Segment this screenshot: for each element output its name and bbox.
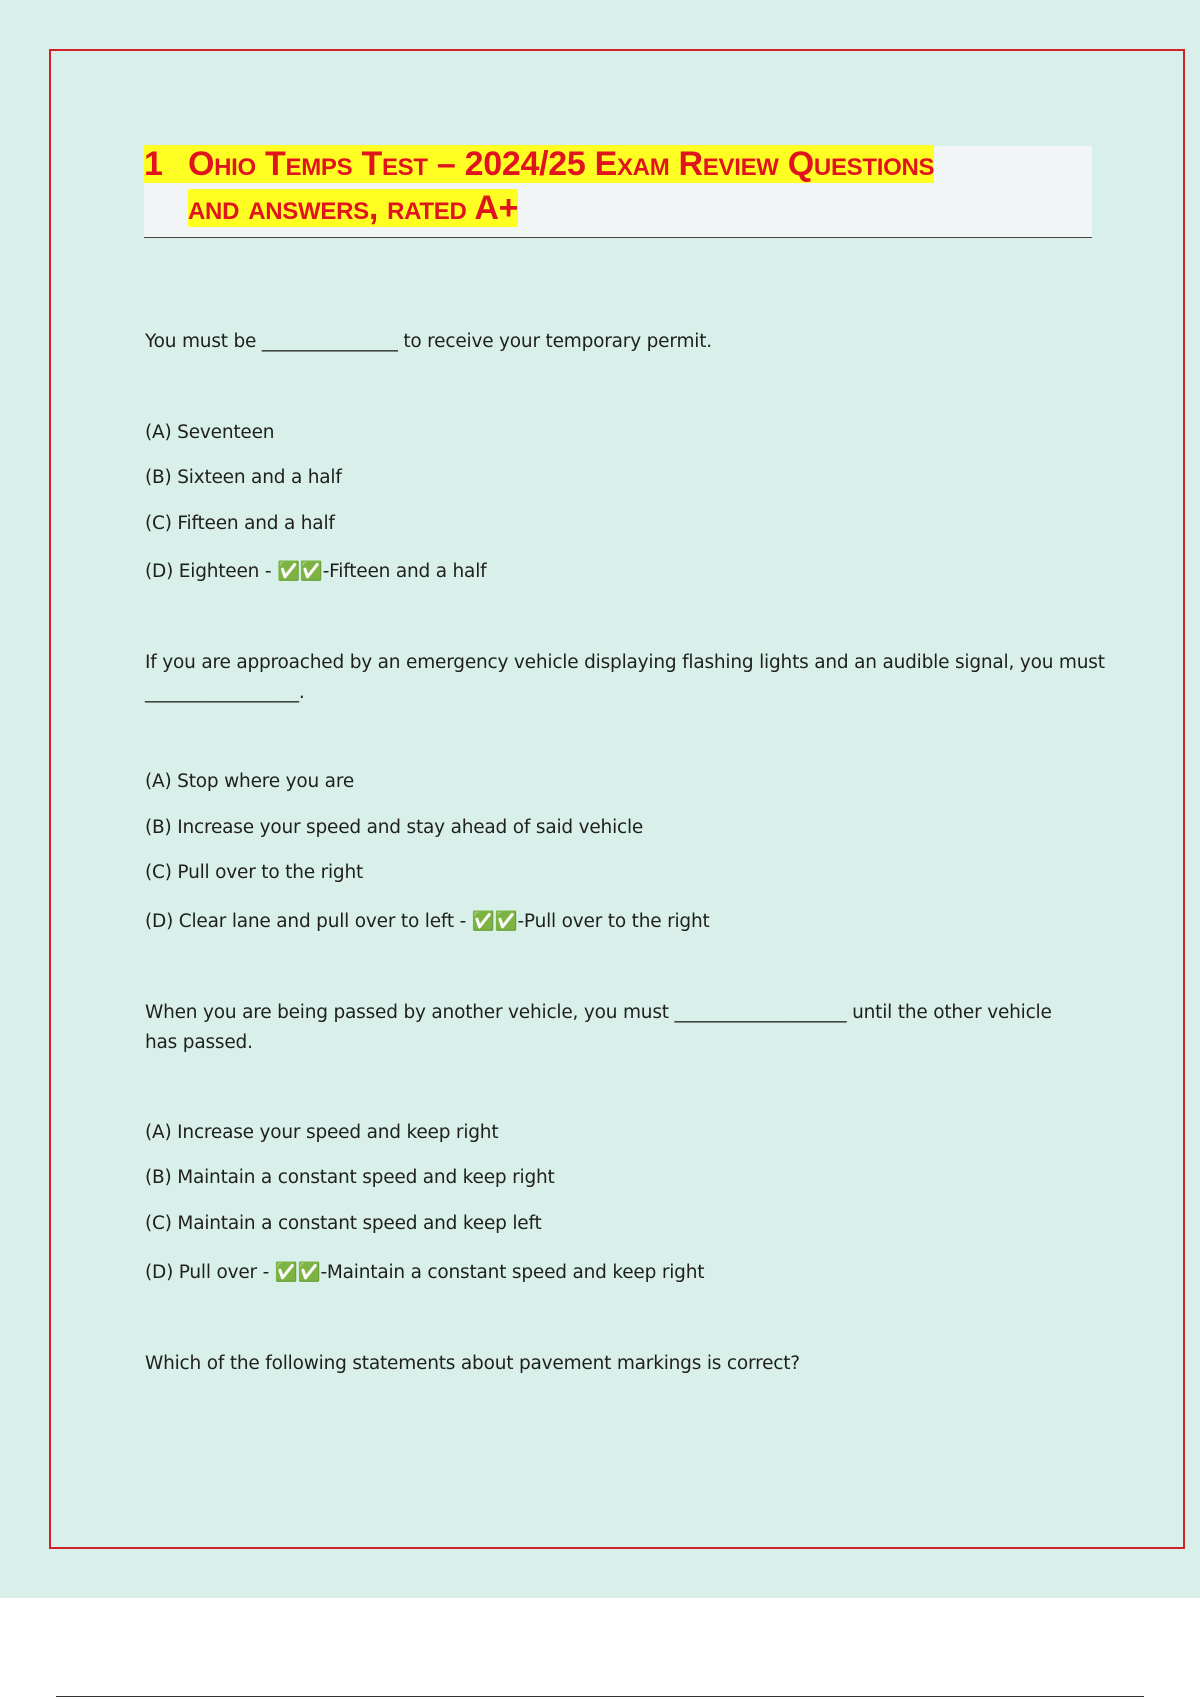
question-1-option-d: (D) Eighteen - ✅✅-Fifteen and a half <box>145 561 487 582</box>
title-line-2 <box>188 190 518 226</box>
question-2-option-d: (D) Clear lane and pull over to left - ✅✅-Pull over to the right <box>145 911 710 932</box>
question-4-prompt: Which of the following statements about pavement markings is correct? <box>145 1353 800 1374</box>
footer-rule <box>56 1696 1144 1697</box>
title-line-1 <box>144 146 934 182</box>
question-1-option-b: (B) Sixteen and a half <box>145 467 342 488</box>
question-3-prompt: When you are being passed by another vehicle, you must ___________________ until the other vehicle <box>145 1002 1052 1023</box>
title-text-2: and answers, rated A+ <box>188 189 519 227</box>
question-2-option-c: (C) Pull over to the right <box>145 862 364 883</box>
question-3-option-b: (B) Maintain a constant speed and keep right <box>145 1167 555 1188</box>
question-2-option-b: (B) Increase your speed and stay ahead of said vehicle <box>145 817 644 838</box>
title-block <box>144 146 1092 238</box>
question-3-option-a: (A) Increase your speed and keep right <box>145 1122 499 1143</box>
question-2-option-a: (A) Stop where you are <box>145 771 355 792</box>
question-2-prompt-cont: _________________. <box>145 682 305 703</box>
question-3-prompt-cont: has passed. <box>145 1032 253 1053</box>
question-3-option-c: (C) Maintain a constant speed and keep left <box>145 1213 542 1234</box>
page-border <box>49 49 1185 1549</box>
question-1-prompt: You must be _______________ to receive your temporary permit. <box>145 331 712 352</box>
question-1-option-a: (A) Seventeen <box>145 422 275 443</box>
question-2-prompt: If you are approached by an emergency vehicle displaying flashing lights and an audible signal, you must <box>145 652 1105 673</box>
title-number: 1 <box>144 145 163 183</box>
title-text-1: Ohio Temps Test – 2024/25 Exam Review Questions <box>188 145 935 183</box>
question-1-option-c: (C) Fifteen and a half <box>145 513 335 534</box>
question-3-option-d: (D) Pull over - ✅✅-Maintain a constant speed and keep right <box>145 1262 705 1283</box>
